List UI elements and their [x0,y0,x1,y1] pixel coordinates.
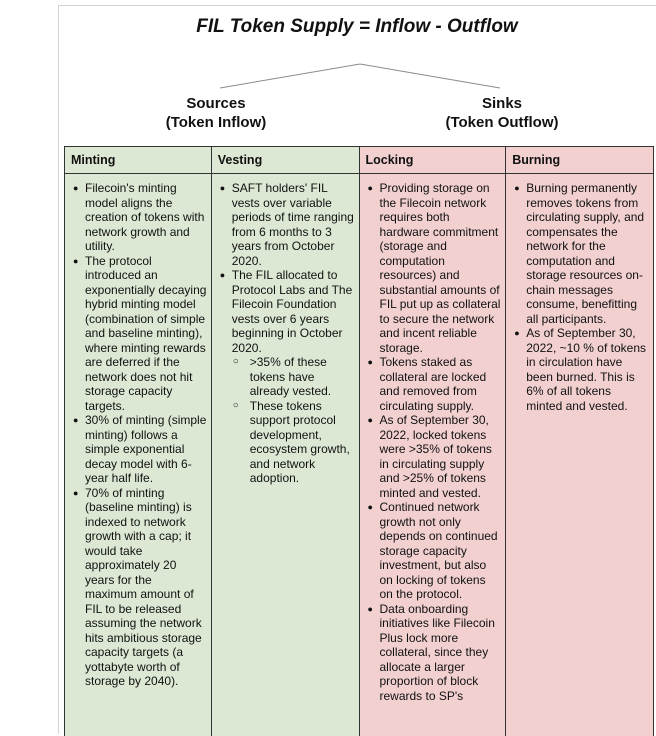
branch-line-right [360,64,500,88]
list-item: ● 70% of minting (baseline minting) is indexed to network growth with a cap; it would take approximately 20 years for the maximum amount of FIL to be released assuming the network hits ambitious storage capacity targets (a yottabyte worth of storage by 2040). [85,486,207,689]
locking-header: Locking [360,147,506,174]
minting-header: Minting [65,147,211,174]
locking-body [360,174,506,703]
burning-header: Burning [506,147,653,174]
diagram-title: FIL Token Supply = Inflow - Outflow [196,16,518,37]
branch-line-left [220,64,360,88]
sinks-subtitle: (Token Outflow) [445,114,559,131]
vesting-header: Vesting [212,147,359,174]
vesting-column [212,147,360,736]
list-item: ● The protocol introduced an exponentially decaying hybrid minting model (combination of simple and baseline minting), where minting rewards are deferred if the network does not hit storage capacity targets. [85,254,207,414]
minting-body [65,174,211,689]
burning-column [506,147,654,736]
list-item: ● SAFT holders' FIL vests over variable periods of time ranging from 6 months to 3 years from October 2020. [232,181,355,268]
vesting-body [212,174,359,486]
sources-subtitle: (Token Inflow) [165,114,267,131]
sub-list-item: ○ >35% of these tokens have already vested. [250,355,355,399]
sources-title: Sources [186,95,246,112]
locking-column [360,147,507,736]
list-item [232,268,355,486]
minting-column [65,147,212,736]
sinks-label [422,94,582,132]
sources-label [136,94,296,132]
supply-table [64,146,654,736]
burning-body [506,174,653,413]
list-item: ● Filecoin's minting model aligns the creation of tokens with network growth and utility. [85,181,207,254]
sinks-title: Sinks [481,95,523,112]
list-item: ● Data onboarding initiatives like Filecoin Plus lock more collateral, since they allocate a larger proportion of block rewards to SP's [380,602,502,704]
list-item: ● As of September 30, 2022, ~10 % of tokens in circulation have been burned. This is 6% of all tokens minted and vested. [526,326,649,413]
list-item: ● Burning permanently removes tokens from circulating supply, and compensates the network for the computation and storage resources on-chain messages consume, benefitting all participants. [526,181,649,326]
list-item: ● Providing storage on the Filecoin network requires both hardware commitment (storage and computation resources) and substantial amounts of FIL put up as collateral to secure the network and incent reliable storage. [380,181,502,355]
list-item: ● Continued network growth not only depends on continued storage capacity investment, but also on locking of tokens on the protocol. [380,500,502,602]
list-item-text: The FIL allocated to Protocol Labs and The Filecoin Foundation vests over 6 years beginning in October 2020. [231,268,353,355]
list-item: ● 30% of minting (simple minting) follows a simple exponential decay model with 6-year half life. [85,413,207,486]
sub-list-item: ○ These tokens support protocol development, ecosystem growth, and network adoption. [250,399,355,486]
list-item: ● Tokens staked as collateral are locked and removed from circulating supply. [380,355,502,413]
list-item: ● As of September 30, 2022, locked tokens were >35% of tokens in circulating supply and >25% of tokens minted and vested. [380,413,502,500]
